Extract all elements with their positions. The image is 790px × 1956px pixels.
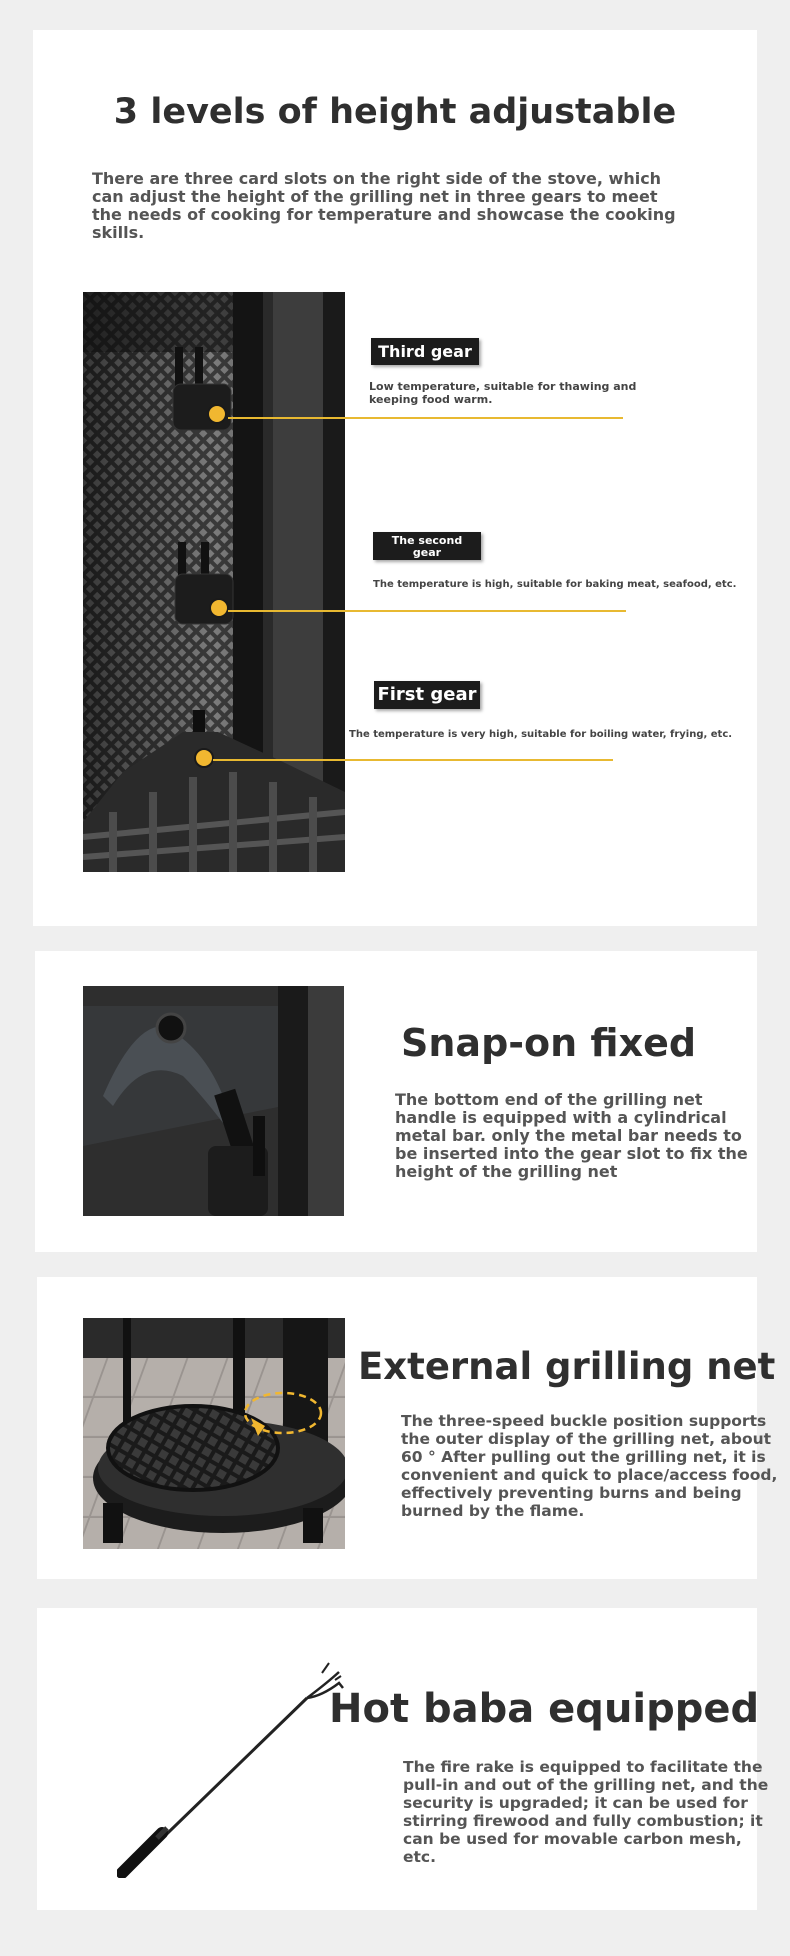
section-description: The fire rake is equipped to facilitate the pull-in and out of the grilling net, and the security is upgraded; it can be used for stirring firewood and fully combustion; it can be used for movable carbon mesh, etc. [403,1758,769,1866]
section-title: 3 levels of height adjustable [113,92,677,132]
gear-2-connector-line [228,610,626,612]
section-description: The bottom end of the grilling net handle is equipped with a cylindrical metal bar. only the metal bar needs to be inserted into the gear slot to fix the height of the grilling net [395,1090,748,1181]
gear-3-connector-line [228,417,623,419]
section-snap-on-fixed [35,951,757,1252]
gear-3-label: Third gear [371,338,479,365]
external-grilling-net-photo [83,1318,345,1549]
section-title: Hot baba equipped [329,1686,760,1732]
snap-on-handle-photo [83,986,344,1216]
gear-1-description: The temperature is very high, suitable for boiling water, frying, etc. [349,729,733,740]
section-external-grilling-net [37,1277,778,1579]
gear-2-description: The temperature is high, suitable for baking meat, seafood, etc. [373,579,737,590]
gear-2-label: The second gear [373,532,481,560]
section-description: The three-speed buckle position supports the outer display of the grilling net, about 60 ° After pulling out the grilling net, it is convenient and quick to place/access food, effectively preventing burns and being burned by the flame. [401,1412,778,1520]
section-description: There are three card slots on the right side of the stove, which can adjust the height of the grilling net in three gears to meet the needs of cooking for temperature and showcase the cooking skills. [92,169,676,242]
external-grilling-net-illustration [83,1318,345,1549]
stove-gear-slots-illustration [83,292,345,872]
gear-1-connector-line [213,759,613,761]
gear-1-label: First gear [374,681,480,709]
section-title: Snap-on fixed [401,1021,697,1065]
section-height-adjustable [33,30,757,926]
snap-on-handle-illustration [83,986,344,1216]
gear-3-description: Low temperature, suitable for thawing and keeping food warm. [369,380,637,406]
stove-gear-slots-photo [83,292,345,872]
section-title: External grilling net [358,1345,776,1388]
section-hot-baba-equipped [37,1608,769,1910]
